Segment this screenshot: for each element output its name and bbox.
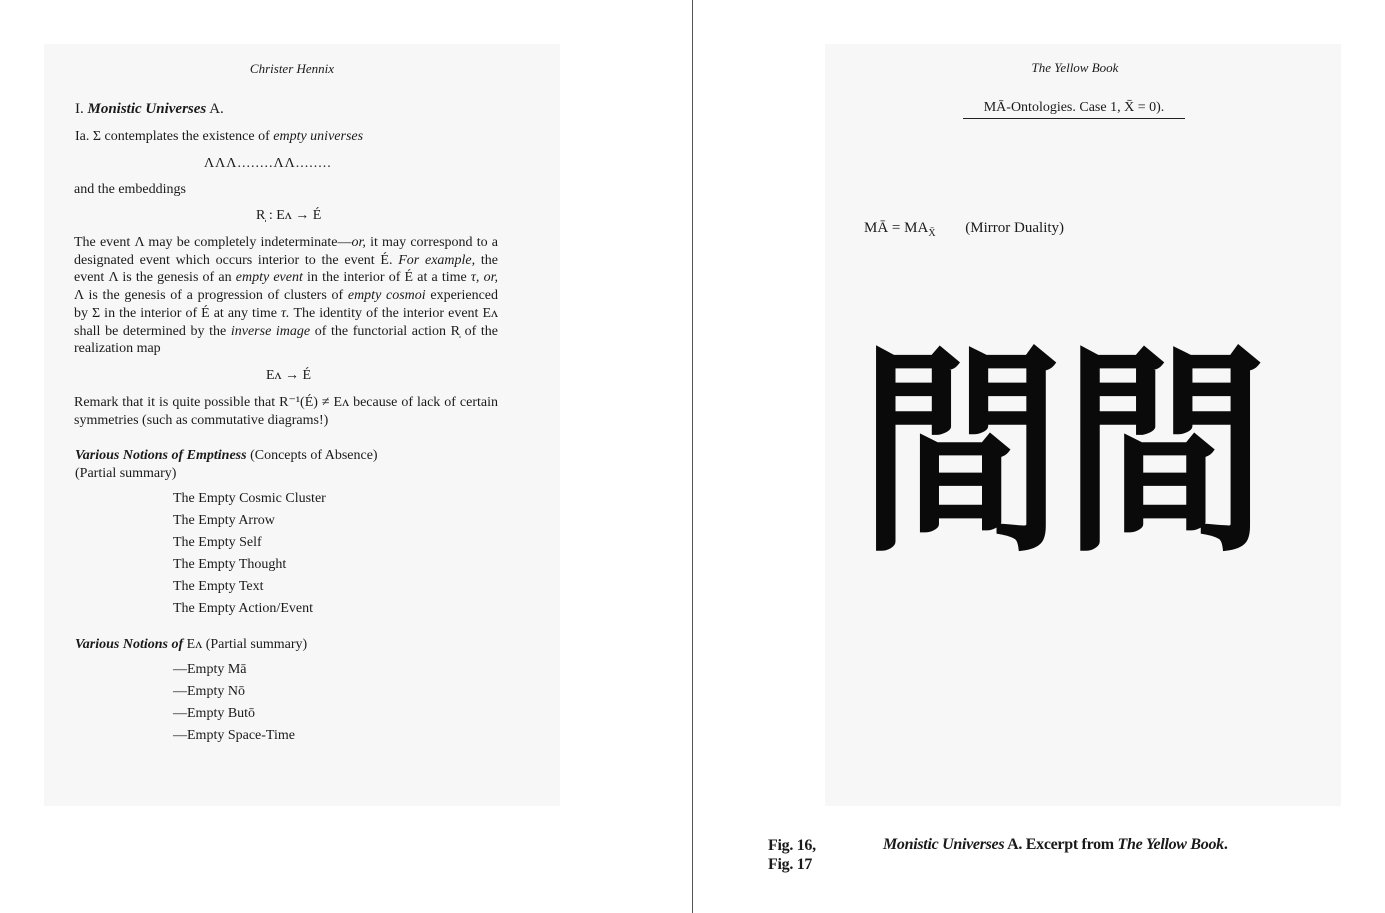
list-item: The Empty Thought bbox=[173, 557, 287, 572]
emptiness-heading bbox=[75, 447, 378, 465]
figure-caption bbox=[883, 836, 1228, 854]
remark-paragraph: Remark that it is quite possible that R⁻¹(É) ≠ Eᴧ because of lack of certain symmetries (such as commutative diagrams!) bbox=[74, 395, 498, 428]
emptiness-list bbox=[173, 488, 326, 620]
mirror-formula: MĀ = MA bbox=[864, 220, 929, 236]
ia-emph: empty universes bbox=[273, 129, 364, 144]
para-emph: empty cosmoi bbox=[347, 288, 426, 304]
caption-italic-2: The Yellow Book bbox=[1117, 836, 1224, 853]
formula-interior: Eᴧ → É bbox=[266, 368, 312, 383]
para-text: in the interior of É at a time bbox=[302, 270, 471, 286]
list-item: The Empty Action/Event bbox=[173, 601, 313, 616]
formula-realization: R̩ : Eᴧ → É bbox=[256, 208, 322, 223]
left-page bbox=[44, 44, 560, 806]
right-running-head: The Yellow Book bbox=[1031, 60, 1119, 75]
notions-subtitle: Eᴧ (Partial summary) bbox=[183, 637, 308, 652]
ia-line bbox=[75, 128, 363, 146]
left-running-head: Christer Hennix bbox=[249, 61, 335, 76]
section-heading bbox=[75, 101, 224, 119]
para-text: experienced by Σ in the interior of É at any time bbox=[74, 288, 499, 321]
mirror-subscript: X̄ bbox=[928, 228, 936, 239]
para-emph: inverse image bbox=[230, 323, 311, 339]
lambda-sequence: ΛΛΛ........ΛΛ........ bbox=[204, 156, 332, 171]
para-emph: τ. bbox=[280, 305, 290, 321]
list-item: The Empty Cosmic Cluster bbox=[173, 491, 326, 506]
list-item: —Empty Butō bbox=[173, 706, 256, 721]
caption-mid: A. Excerpt from bbox=[1004, 836, 1118, 853]
figure-label-1: Fig. 16, bbox=[768, 837, 816, 854]
list-item: —Empty Mā bbox=[173, 662, 247, 677]
para-text: of the functorial action R̩ of the realization map bbox=[74, 323, 498, 357]
emptiness-title: Various Notions of Emptiness bbox=[75, 448, 247, 463]
embedding-line: and the embeddings bbox=[74, 182, 186, 197]
list-item: The Empty Self bbox=[173, 535, 262, 550]
notions-list bbox=[173, 659, 295, 747]
figure-label-2: Fig. 17 bbox=[768, 856, 813, 873]
list-item: The Empty Text bbox=[173, 579, 264, 594]
page-gutter-divider bbox=[692, 0, 693, 913]
para-emph: empty event bbox=[235, 270, 303, 286]
caption-italic-1: Monistic Universes bbox=[883, 836, 1005, 853]
main-paragraph bbox=[74, 234, 498, 358]
emptiness-subtitle: (Concepts of Absence) bbox=[246, 448, 378, 463]
section-title: Monistic Universes bbox=[87, 101, 207, 117]
para-text: the event Λ is the genesis of an bbox=[74, 252, 498, 286]
ia-prefix: Ia. Σ contemplates the existence of bbox=[75, 129, 270, 144]
mirror-label: (Mirror Duality) bbox=[965, 220, 1065, 236]
ontology-title: MĀ-Ontologies. Case 1, X̄ = 0). bbox=[963, 100, 1185, 119]
right-page bbox=[825, 44, 1341, 806]
ma-kanji-glyphs: 間間 bbox=[859, 325, 1268, 583]
para-emph: τ, or, bbox=[470, 270, 498, 286]
notions-title: Various Notions of bbox=[75, 637, 184, 652]
list-item: —Empty Nō bbox=[173, 684, 245, 699]
para-emph: or, bbox=[351, 235, 366, 250]
emptiness-partial: (Partial summary) bbox=[75, 466, 177, 481]
figure-label bbox=[768, 836, 816, 874]
para-emph: For example, bbox=[398, 252, 476, 268]
mirror-duality-formula bbox=[864, 220, 1064, 239]
section-suffix: A. bbox=[209, 101, 224, 117]
list-item: —Empty Space-Time bbox=[173, 728, 295, 743]
list-item: The Empty Arrow bbox=[173, 513, 275, 528]
para-text: The event Λ may be completely indeterminate— bbox=[74, 235, 352, 250]
caption-end: . bbox=[1223, 836, 1228, 853]
section-number: I. bbox=[75, 101, 84, 117]
notions-heading bbox=[75, 636, 307, 654]
para-text: Λ is the genesis of a progression of clusters of bbox=[74, 288, 348, 304]
para-text: The identity of the interior event Eᴧ shall be determined by the bbox=[74, 305, 498, 339]
para-text: it may correspond to a designated event which occurs interior to the event É. bbox=[74, 235, 499, 268]
